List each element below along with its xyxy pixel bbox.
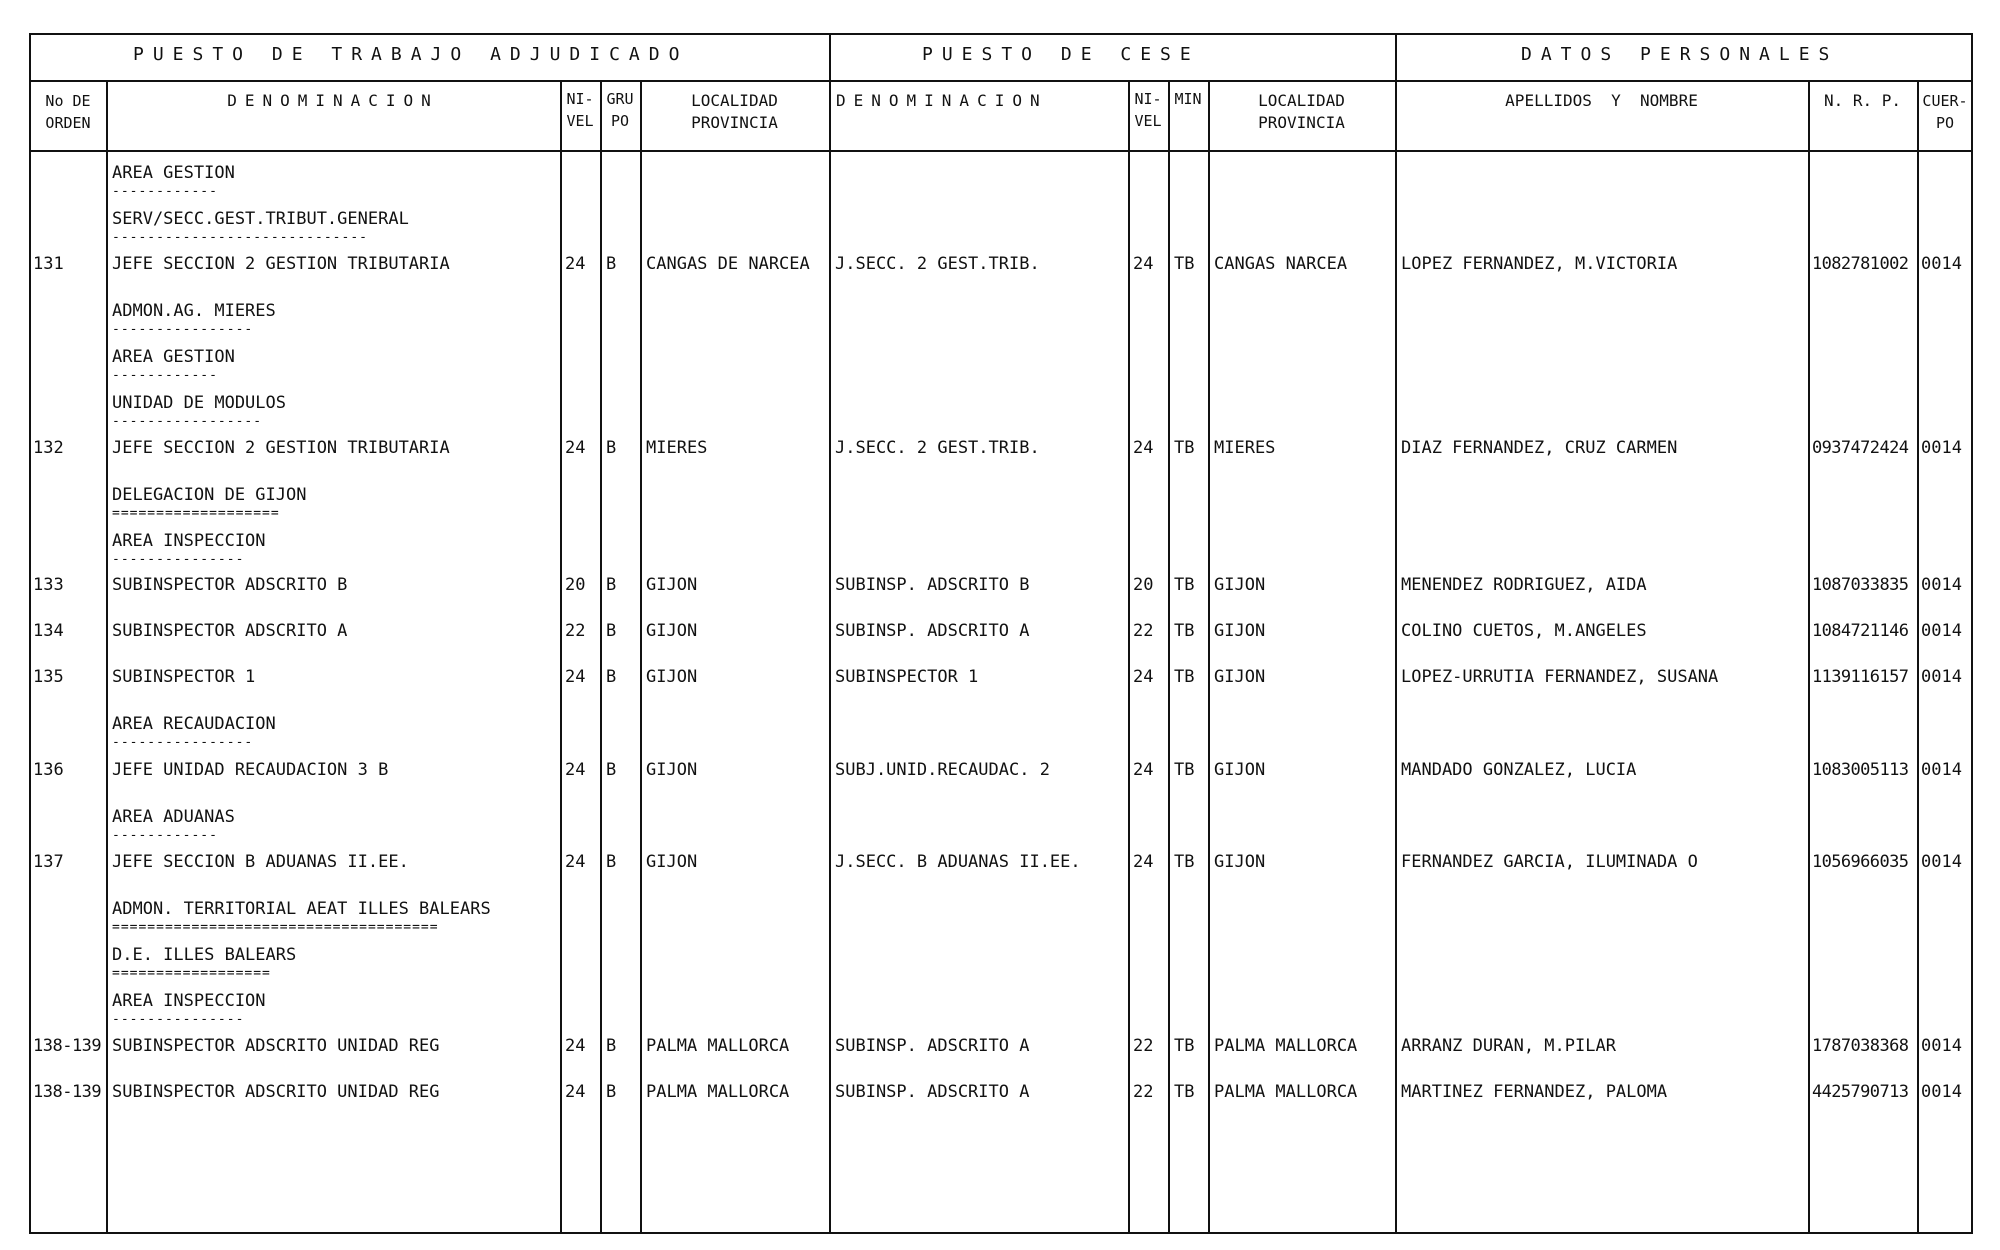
cell-localidad-cese: MIERES [1214, 438, 1276, 458]
cell-denominacion: JEFE SECCION B ADUANAS II.EE. [112, 852, 409, 872]
section-label: D.E. ILLES BALEARS [112, 945, 297, 965]
cell-nombre: COLINO CUETOS, M.ANGELES [1401, 621, 1647, 641]
cell-nivel: 24 [565, 254, 586, 274]
section-label: AREA INSPECCION [112, 991, 266, 1011]
col-header-nrp: N. R. P. [1823, 91, 1902, 110]
cell-localidad: CANGAS DE NARCEA [646, 254, 810, 274]
cell-nivel-cese: 22 [1133, 1036, 1154, 1056]
section-underline: ----------------- [112, 414, 263, 429]
cell-nivel-cese: 24 [1133, 254, 1154, 274]
cell-denominacion: JEFE UNIDAD RECAUDACION 3 B [112, 760, 389, 780]
cell-nrp: 4425790713 [1812, 1082, 1909, 1102]
section-label: ADMON. TERRITORIAL AEAT ILLES BALEARS [112, 899, 491, 919]
group-header-cese: PUESTO DE CESE [922, 44, 1200, 65]
cell-orden: 138-139 [33, 1036, 102, 1056]
cell-nrp: 1787038368 [1812, 1036, 1909, 1056]
cell-localidad: PALMA MALLORCA [646, 1036, 790, 1056]
section-label: DELEGACION DE GIJON [112, 485, 307, 505]
cell-nrp: 1084721146 [1812, 621, 1909, 641]
column-divider [1917, 80, 1919, 1234]
cell-cuerpo: 0014 [1921, 438, 1962, 458]
cell-nrp: 1087033835 [1812, 575, 1909, 595]
cell-localidad-cese: PALMA MALLORCA [1214, 1082, 1358, 1102]
cell-localidad-cese: GIJON [1214, 621, 1266, 641]
cell-cuerpo: 0014 [1921, 575, 1962, 595]
cell-grupo: B [606, 621, 617, 641]
cell-localidad: GIJON [646, 575, 698, 595]
cell-denominacion-cese: SUBJ.UNID.RECAUDAC. 2 [835, 760, 1050, 780]
cell-localidad: GIJON [646, 852, 698, 872]
cell-nombre: MANDADO GONZALEZ, LUCIA [1401, 760, 1637, 780]
group-divider [829, 33, 831, 1234]
cell-min: TB [1174, 1082, 1195, 1102]
cell-nombre: LOPEZ FERNANDEZ, M.VICTORIA [1401, 254, 1678, 274]
cell-min: TB [1174, 621, 1195, 641]
cell-nombre: FERNANDEZ GARCIA, ILUMINADA O [1401, 852, 1698, 872]
cell-nombre: DIAZ FERNANDEZ, CRUZ CARMEN [1401, 438, 1678, 458]
cell-nombre: LOPEZ-URRUTIA FERNANDEZ, SUSANA [1401, 667, 1719, 687]
column-divider [1128, 80, 1130, 1234]
cell-denominacion-cese: J.SECC. 2 GEST.TRIB. [835, 254, 1040, 274]
column-divider [1208, 80, 1210, 1234]
section-underline: ----------------------------- [112, 230, 368, 245]
col-header-localidad-cese: LOCALIDAD PROVINCIA [1258, 91, 1345, 132]
cell-nrp: 1139116157 [1812, 667, 1909, 687]
section-label: AREA GESTION [112, 347, 235, 367]
cell-nivel-cese: 24 [1133, 760, 1154, 780]
cell-denominacion-cese: SUBINSP. ADSCRITO A [835, 1036, 1030, 1056]
section-underline: ------------ [112, 828, 218, 843]
cell-orden: 133 [33, 575, 64, 595]
cell-localidad-cese: CANGAS NARCEA [1214, 254, 1348, 274]
cell-cuerpo: 0014 [1921, 852, 1962, 872]
cell-localidad-cese: GIJON [1214, 667, 1266, 687]
col-header-min: MIN [1174, 90, 1202, 108]
cell-denominacion: SUBINSPECTOR 1 [112, 667, 256, 687]
cell-localidad: PALMA MALLORCA [646, 1082, 790, 1102]
cell-nivel: 24 [565, 438, 586, 458]
section-underline: ---------------- [112, 322, 254, 337]
section-label: AREA ADUANAS [112, 807, 235, 827]
cell-nombre: MENENDEZ RODRIGUEZ, AIDA [1401, 575, 1647, 595]
section-label: UNIDAD DE MODULOS [112, 393, 286, 413]
section-underline: ------------ [112, 368, 218, 383]
cell-min: TB [1174, 760, 1195, 780]
cell-nivel-cese: 24 [1133, 667, 1154, 687]
column-divider [640, 80, 642, 1234]
section-underline: --------------- [112, 1012, 245, 1027]
cell-grupo: B [606, 438, 617, 458]
section-underline: =================== [112, 506, 280, 521]
cell-orden: 138-139 [33, 1082, 102, 1102]
cell-min: TB [1174, 254, 1195, 274]
cell-nivel: 24 [565, 1082, 586, 1102]
section-underline: --------------- [112, 552, 245, 567]
col-header-cuerpo: CUER- PO [1922, 92, 1968, 132]
col-header-localidad: LOCALIDAD PROVINCIA [691, 91, 778, 132]
cell-cuerpo: 0014 [1921, 667, 1962, 687]
cell-orden: 132 [33, 438, 64, 458]
cell-grupo: B [606, 667, 617, 687]
cell-grupo: B [606, 1082, 617, 1102]
group-divider [1395, 33, 1397, 1234]
cell-nombre: ARRANZ DURAN, M.PILAR [1401, 1036, 1616, 1056]
cell-denominacion-cese: J.SECC. 2 GEST.TRIB. [835, 438, 1040, 458]
cell-localidad-cese: GIJON [1214, 575, 1266, 595]
cell-cuerpo: 0014 [1921, 1036, 1962, 1056]
cell-nivel: 24 [565, 667, 586, 687]
section-underline: ================== [112, 966, 271, 981]
cell-nivel: 20 [565, 575, 586, 595]
cell-nrp: 1083005113 [1812, 760, 1909, 780]
cell-denominacion: JEFE SECCION 2 GESTION TRIBUTARIA [112, 438, 450, 458]
section-label: AREA RECAUDACION [112, 714, 276, 734]
cell-cuerpo: 0014 [1921, 1082, 1962, 1102]
cell-localidad: GIJON [646, 760, 698, 780]
cell-grupo: B [606, 852, 617, 872]
cell-denominacion-cese: SUBINSPECTOR 1 [835, 667, 979, 687]
cell-min: TB [1174, 852, 1195, 872]
cell-denominacion-cese: SUBINSP. ADSCRITO A [835, 1082, 1030, 1102]
cell-min: TB [1174, 667, 1195, 687]
col-header-apellidos: APELLIDOS Y NOMBRE [1505, 91, 1698, 110]
col-header-grupo: GRU PO [606, 90, 634, 130]
section-label: ADMON.AG. MIERES [112, 301, 276, 321]
cell-orden: 131 [33, 254, 64, 274]
cell-orden: 134 [33, 621, 64, 641]
cell-denominacion: SUBINSPECTOR ADSCRITO UNIDAD REG [112, 1082, 440, 1102]
cell-cuerpo: 0014 [1921, 760, 1962, 780]
cell-nivel-cese: 22 [1133, 1082, 1154, 1102]
column-divider [1168, 80, 1170, 1234]
section-underline: ------------ [112, 184, 218, 199]
cell-nrp: 1056966035 [1812, 852, 1909, 872]
cell-denominacion-cese: SUBINSP. ADSCRITO A [835, 621, 1030, 641]
cell-denominacion: SUBINSPECTOR ADSCRITO A [112, 621, 348, 641]
section-underline: ---------------- [112, 735, 254, 750]
cell-denominacion-cese: SUBINSP. ADSCRITO B [835, 575, 1030, 595]
body-divider [29, 150, 1973, 152]
cell-nrp: 1082781002 [1812, 254, 1909, 274]
col-header-denominacion: DENOMINACION [227, 91, 439, 110]
cell-nivel-cese: 22 [1133, 621, 1154, 641]
cell-nrp: 0937472424 [1812, 438, 1909, 458]
col-header-orden: No DE ORDEN [45, 92, 91, 132]
header-divider [29, 80, 1973, 82]
col-header-nivel: NI- VEL [566, 90, 594, 130]
cell-nivel: 24 [565, 1036, 586, 1056]
cell-grupo: B [606, 1036, 617, 1056]
cell-cuerpo: 0014 [1921, 621, 1962, 641]
cell-cuerpo: 0014 [1921, 254, 1962, 274]
cell-orden: 136 [33, 760, 64, 780]
cell-denominacion-cese: J.SECC. B ADUANAS II.EE. [835, 852, 1081, 872]
cell-grupo: B [606, 575, 617, 595]
cell-localidad: GIJON [646, 667, 698, 687]
cell-min: TB [1174, 1036, 1195, 1056]
cell-localidad: MIERES [646, 438, 708, 458]
cell-nivel-cese: 24 [1133, 852, 1154, 872]
cell-nivel: 24 [565, 852, 586, 872]
col-header-nivel-cese: NI- VEL [1134, 90, 1162, 130]
cell-denominacion: SUBINSPECTOR ADSCRITO UNIDAD REG [112, 1036, 440, 1056]
group-header-personales: DATOS PERSONALES [1521, 44, 1839, 65]
section-label: SERV/SECC.GEST.TRIBUT.GENERAL [112, 209, 409, 229]
cell-grupo: B [606, 254, 617, 274]
cell-min: TB [1174, 438, 1195, 458]
section-label: AREA GESTION [112, 163, 235, 183]
column-divider [106, 80, 108, 1234]
cell-nivel-cese: 20 [1133, 575, 1154, 595]
cell-min: TB [1174, 575, 1195, 595]
cell-nivel: 24 [565, 760, 586, 780]
cell-localidad-cese: GIJON [1214, 852, 1266, 872]
cell-nombre: MARTINEZ FERNANDEZ, PALOMA [1401, 1082, 1668, 1102]
cell-localidad-cese: GIJON [1214, 760, 1266, 780]
cell-orden: 135 [33, 667, 64, 687]
column-divider [1808, 80, 1810, 1234]
column-divider [600, 80, 602, 1234]
cell-localidad: GIJON [646, 621, 698, 641]
col-header-denominacion-cese: DENOMINACION [836, 91, 1048, 110]
cell-denominacion: JEFE SECCION 2 GESTION TRIBUTARIA [112, 254, 450, 274]
section-label: AREA INSPECCION [112, 531, 266, 551]
section-underline: ===================================== [112, 920, 439, 935]
column-divider [560, 80, 562, 1234]
group-header-adjudicado: PUESTO DE TRABAJO ADJUDICADO [133, 44, 689, 65]
cell-grupo: B [606, 760, 617, 780]
cell-nivel-cese: 24 [1133, 438, 1154, 458]
cell-nivel: 22 [565, 621, 586, 641]
cell-denominacion: SUBINSPECTOR ADSCRITO B [112, 575, 348, 595]
cell-orden: 137 [33, 852, 64, 872]
cell-localidad-cese: PALMA MALLORCA [1214, 1036, 1358, 1056]
